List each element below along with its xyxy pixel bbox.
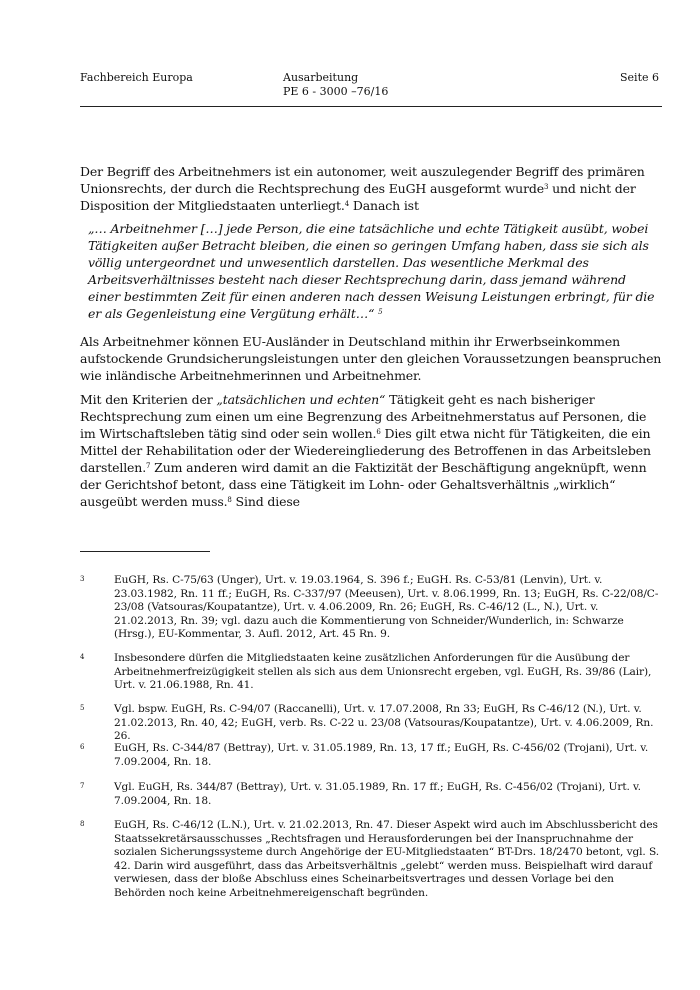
header-document-type	[283, 71, 388, 99]
paragraph-3-text-a: Mit den Kriterien der	[80, 392, 217, 407]
footnote-8	[80, 819, 662, 900]
paragraph-1-text-c: Danach ist	[349, 198, 419, 213]
footnote-4	[80, 652, 662, 693]
footnote-ref-8[interactable]: 8	[227, 496, 232, 504]
footnote-text: EuGH, Rs. C-75/63 (Unger), Urt. v. 19.03.1964, S. 396 f.; EuGH. Rs. C-53/81 (Lenvin), Urt. v. 23.03.1982, Rn. 11 ff.; EuGH, Rs. C-337/97 (Meeusen), Urt. v. 8.06.1999, Rn. 13; EuGH, Rs. C-22/08/C-23/08 (Vatsouras/Koupatantze), Urt. v. 4.06.2009, Rn. 26; EuGH, Rs. C-46/12 (L., N.), Urt. v. 21.02.2013, Rn. 39; vgl. dazu auch die Kommentierung von Schneider/Wunderlich, in: Schwarze (Hrsg.), EU-Kommentar, 3. Aufl. 2012, Art. 45 Rn. 9.	[114, 574, 659, 640]
footnote-text: Vgl. bspw. EuGH, Rs. C-94/07 (Raccanelli), Urt. v. 17.07.2008, Rn 33; EuGH, Rs C-46/12 (N.), Urt. v. 21.02.2013, Rn. 40, 42; EuGH, verb. Rs. C-22 u. 23/08 (Vatsouras/Koupatantze), Urt. v. 4.06.2009, Rn. 26.	[114, 703, 654, 742]
footnote-5	[80, 703, 662, 744]
footnote-ref-7[interactable]: 7	[146, 462, 151, 470]
paragraph-1-text-a: Der Begriff des Arbeitnehmers ist ein autonomer, weit auszulegender Begriff des primären Unionsrechts, der durch die Rechtsprechung des EuGH ausgeformt wurde	[80, 164, 645, 196]
header-department: Fachbereich Europa	[80, 71, 193, 84]
footnote-text: Vgl. EuGH, Rs. 344/87 (Bettray), Urt. v. 31.05.1989, Rn. 17 ff.; EuGH, Rs. C-456/02 (Trojani), Urt. v. 7.09.2004, Rn. 18.	[114, 781, 641, 807]
footnote-ref-3[interactable]: 3	[544, 183, 549, 191]
header-divider	[80, 106, 662, 107]
footnote-ref-4[interactable]: 4	[344, 200, 350, 208]
paragraph-3-text-c: Dies gilt etwa nicht für Tätigkeiten, die ein Mittel der Rehabilitation oder der Wiedereingliederung des Betroffenen in das Arbeitsleben darstellen.	[80, 426, 651, 475]
footnote-number: 7	[80, 782, 85, 790]
footnote-3	[80, 574, 662, 642]
paragraph-3-text-e: Sind diese	[231, 494, 300, 509]
footnote-number: 3	[80, 575, 85, 583]
block-quote-text: „… Arbeitnehmer […] jede Person, die eine tatsächliche und echte Tätigkeit ausübt, wobei Tätigkeiten außer Betracht bleiben, die einen so geringen Umfang haben, dass sie sich als völlig untergeordnet und unwesentlich darstellen. Das wesentliche Merkmal des Arbeitsverhältnisses besteht nach dieser Rechtsprechung darin, dass jemand während einer bestimmten Zeit für einen anderen nach dessen Weisung Leistungen erbringt, für die er als Gegenleistung eine Vergütung erhält…“	[88, 221, 655, 321]
footnote-number: 5	[80, 704, 85, 712]
header-document-title: Ausarbeitung	[283, 71, 359, 84]
paragraph-1-text-b: und nicht der Disposition der Mitgliedstaaten unterliegt.	[80, 181, 636, 213]
footnote-text: EuGH, Rs. C-46/12 (L.N.), Urt. v. 21.02.2013, Rn. 47. Dieser Aspekt wird auch im Abschlussbericht des Staatssekretärsausschusses „Rechtsfragen und Herausforderungen bei der Inanspruchnahme der sozialen Sicherungssysteme durch Angehörige der EU-Mitgliedstaaten“ BT-Drs. 18/2470 betont, vgl. S. 42. Darin wird ausgeführt, dass das Arbeitsverhältnis „gelebt“ werden muss. Beispielhaft wird darauf verwiesen, dass der bloße Abschluss eines Scheinarbeitsvertrages und dessen Vorlage bei den Behörden noch keine Arbeitnehmereigenschaft begründen.	[114, 819, 660, 899]
footnote-7	[80, 781, 662, 808]
paragraph-3-text-d: Zum anderen wird damit an die Faktizität der Beschäftigung angeknüpft, wenn der Gerichtshof betont, dass eine Tätigkeit im Lohn- oder Gehaltsverhältnis „wirklich“ ausgeübt werden muss.	[80, 460, 647, 509]
paragraph-2: Als Arbeitnehmer können EU-Ausländer in Deutschland mithin ihr Erwerbseinkommen aufstockende Grundsicherungsleistungen unter den gleichen Voraussetzungen beanspruchen wie inländische Arbeitnehmerinnen und Arbeitnehmer.	[80, 334, 662, 383]
paragraph-1	[80, 163, 662, 214]
block-quote	[88, 220, 660, 322]
footnote-ref-6[interactable]: 6	[376, 428, 381, 436]
footnote-divider	[80, 551, 210, 552]
paragraph-3	[80, 391, 662, 510]
footnote-6	[80, 742, 662, 769]
footnote-number: 4	[80, 653, 85, 661]
footnote-number: 8	[80, 820, 85, 828]
header-document-number: PE 6 - 3000 –76/16	[283, 85, 389, 98]
paragraph-3-text-b: Tätigkeit geht es nach bisheriger Rechtsprechung zum einen um eine Begrenzung des Arbeitnehmerstatus auf Personen, die im Wirtschaftsleben tätig sind oder sein wollen.	[80, 392, 647, 441]
footnote-text: EuGH, Rs. C-344/87 (Bettray), Urt. v. 31.05.1989, Rn. 13, 17 ff.; EuGH, Rs. C-456/02 (Trojani), Urt. v. 7.09.2004, Rn. 18.	[114, 742, 649, 768]
paragraph-3-emphasis: „tatsächlichen und echten“	[216, 392, 386, 407]
footnote-text: Insbesondere dürfen die Mitgliedstaaten keine zusätzlichen Anforderungen für die Ausübung der Arbeitnehmerfreizügigkeit stellen als sich aus dem Unionsrecht ergeben, vgl. EuGH, Rs. 39/86 (Lair), Urt. v. 21.06.1988, Rn. 41.	[114, 652, 652, 691]
header-page-number: Seite 6	[620, 71, 659, 84]
footnote-ref-5[interactable]: 5	[378, 308, 383, 316]
footnote-number: 6	[80, 743, 85, 751]
